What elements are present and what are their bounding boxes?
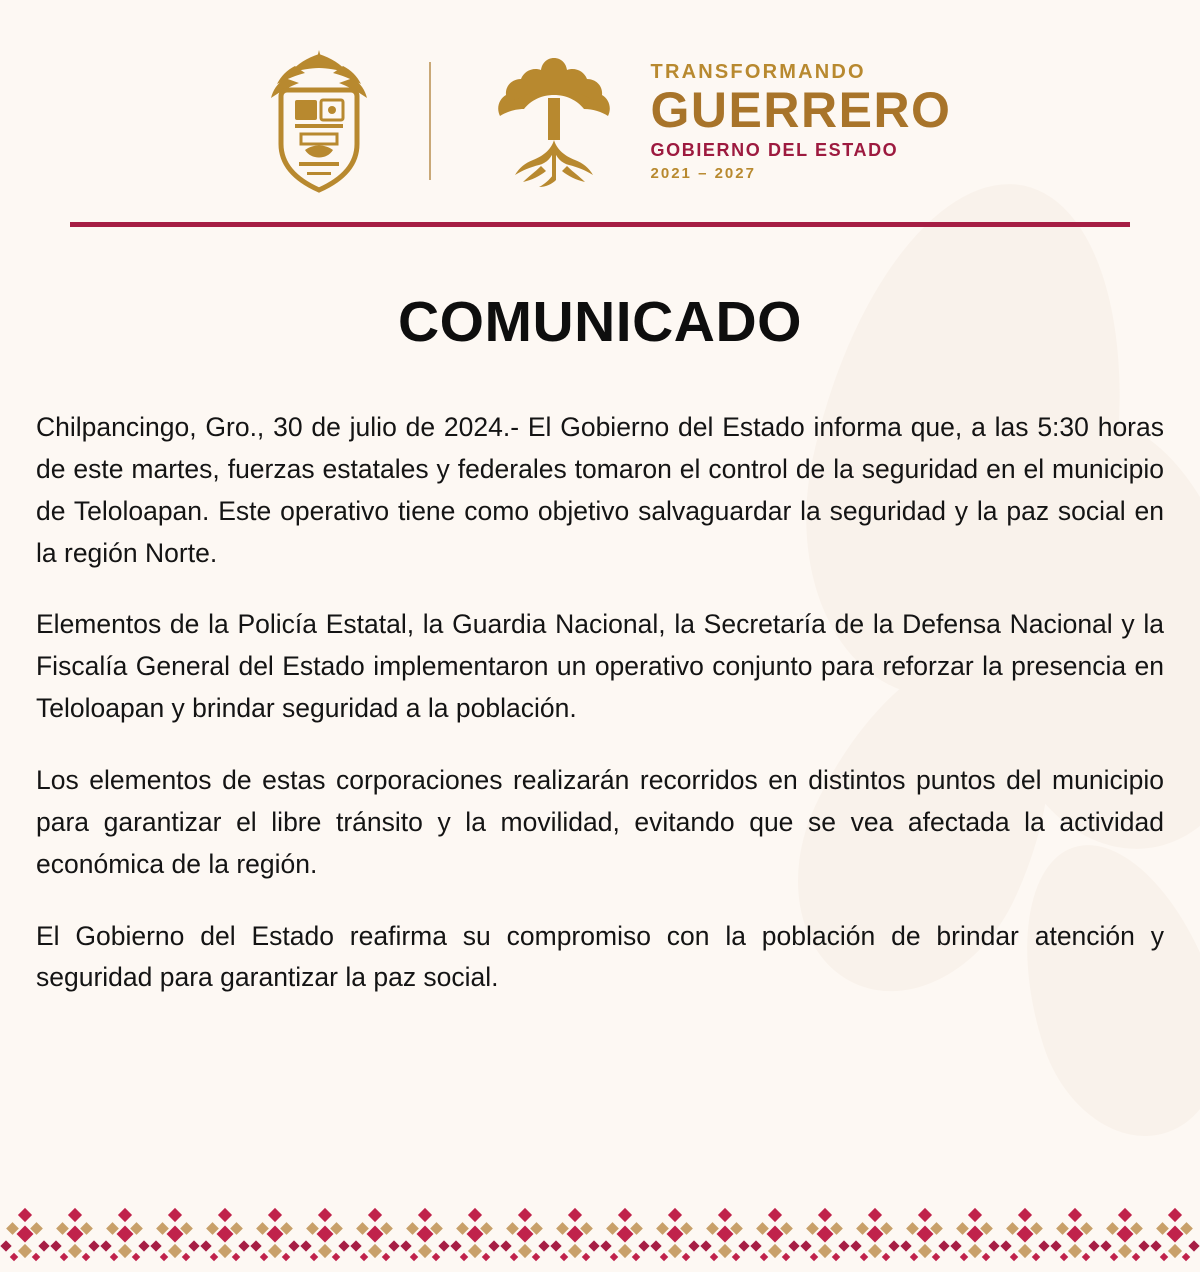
band-motif bbox=[300, 1206, 350, 1264]
band-motif bbox=[650, 1206, 700, 1264]
body-paragraph-4: El Gobierno del Estado reafirma su compromiso con la población de brindar atención y seguridad para garantizar la paz social. bbox=[36, 920, 1164, 993]
brand-line-period: 2021 – 2027 bbox=[650, 164, 756, 182]
band-motif bbox=[350, 1206, 400, 1264]
header-divider-rule bbox=[70, 222, 1130, 227]
band-motif bbox=[1100, 1206, 1150, 1264]
brand-line-transformando: TRANSFORMANDO bbox=[650, 60, 866, 83]
band-motif bbox=[0, 1206, 50, 1264]
band-motif bbox=[550, 1206, 600, 1264]
band-motif bbox=[900, 1206, 950, 1264]
body-paragraph-2: Elementos de la Policía Estatal, la Guardia Nacional, la Secretaría de la Defensa Nacional y la Fiscalía General del Estado implementaron un operativo conjunto para reforzar la presencia en Teloloapan y brindar seguridad a la población. bbox=[36, 609, 1164, 724]
band-motif bbox=[1150, 1206, 1200, 1264]
guerrero-state-coat-of-arms-icon bbox=[249, 46, 389, 196]
band-motif bbox=[1000, 1206, 1050, 1264]
brand-line-gobierno-del-estado: GOBIERNO DEL ESTADO bbox=[650, 139, 899, 160]
band-motif bbox=[850, 1206, 900, 1264]
band-motif bbox=[400, 1206, 450, 1264]
band-motif bbox=[600, 1206, 650, 1264]
band-motif bbox=[950, 1206, 1000, 1264]
vertical-divider-icon bbox=[429, 62, 431, 180]
band-motif bbox=[1050, 1206, 1100, 1264]
band-motif bbox=[150, 1206, 200, 1264]
body-paragraph-1: Chilpancingo, Gro., 30 de julio de 2024.- El Gobierno del Estado informa que, a las 5:30 horas de este martes, fuerzas estatales y federales tomaron el control de la seguridad en el municipio de Teloloapan. Este operativo tiene como objetivo salvaguardar la seguridad y la paz social en la región Norte. bbox=[36, 412, 1164, 568]
masthead bbox=[0, 0, 1200, 196]
band-motif bbox=[100, 1206, 150, 1264]
transformando-guerrero-logo bbox=[479, 54, 952, 189]
band-motif bbox=[800, 1206, 850, 1264]
brand-line-guerrero: GUERRERO bbox=[650, 81, 952, 138]
embroidery-pattern-band-icon bbox=[0, 1198, 1200, 1272]
band-motif bbox=[250, 1206, 300, 1264]
band-motif bbox=[750, 1206, 800, 1264]
band-motif bbox=[700, 1206, 750, 1264]
tree-with-roots-icon bbox=[479, 54, 629, 189]
band-motif bbox=[500, 1206, 550, 1264]
communique-body bbox=[36, 407, 1164, 999]
band-motif bbox=[50, 1206, 100, 1264]
band-motif bbox=[200, 1206, 250, 1264]
band-motif bbox=[450, 1206, 500, 1264]
page-title: COMUNICADO bbox=[398, 290, 802, 354]
body-paragraph-3: Los elementos de estas corporaciones realizarán recorridos en distintos puntos del municipio para garantizar el libre tránsito y la movilidad, evitando que se vea afectada la actividad económica de la región. bbox=[36, 765, 1164, 879]
